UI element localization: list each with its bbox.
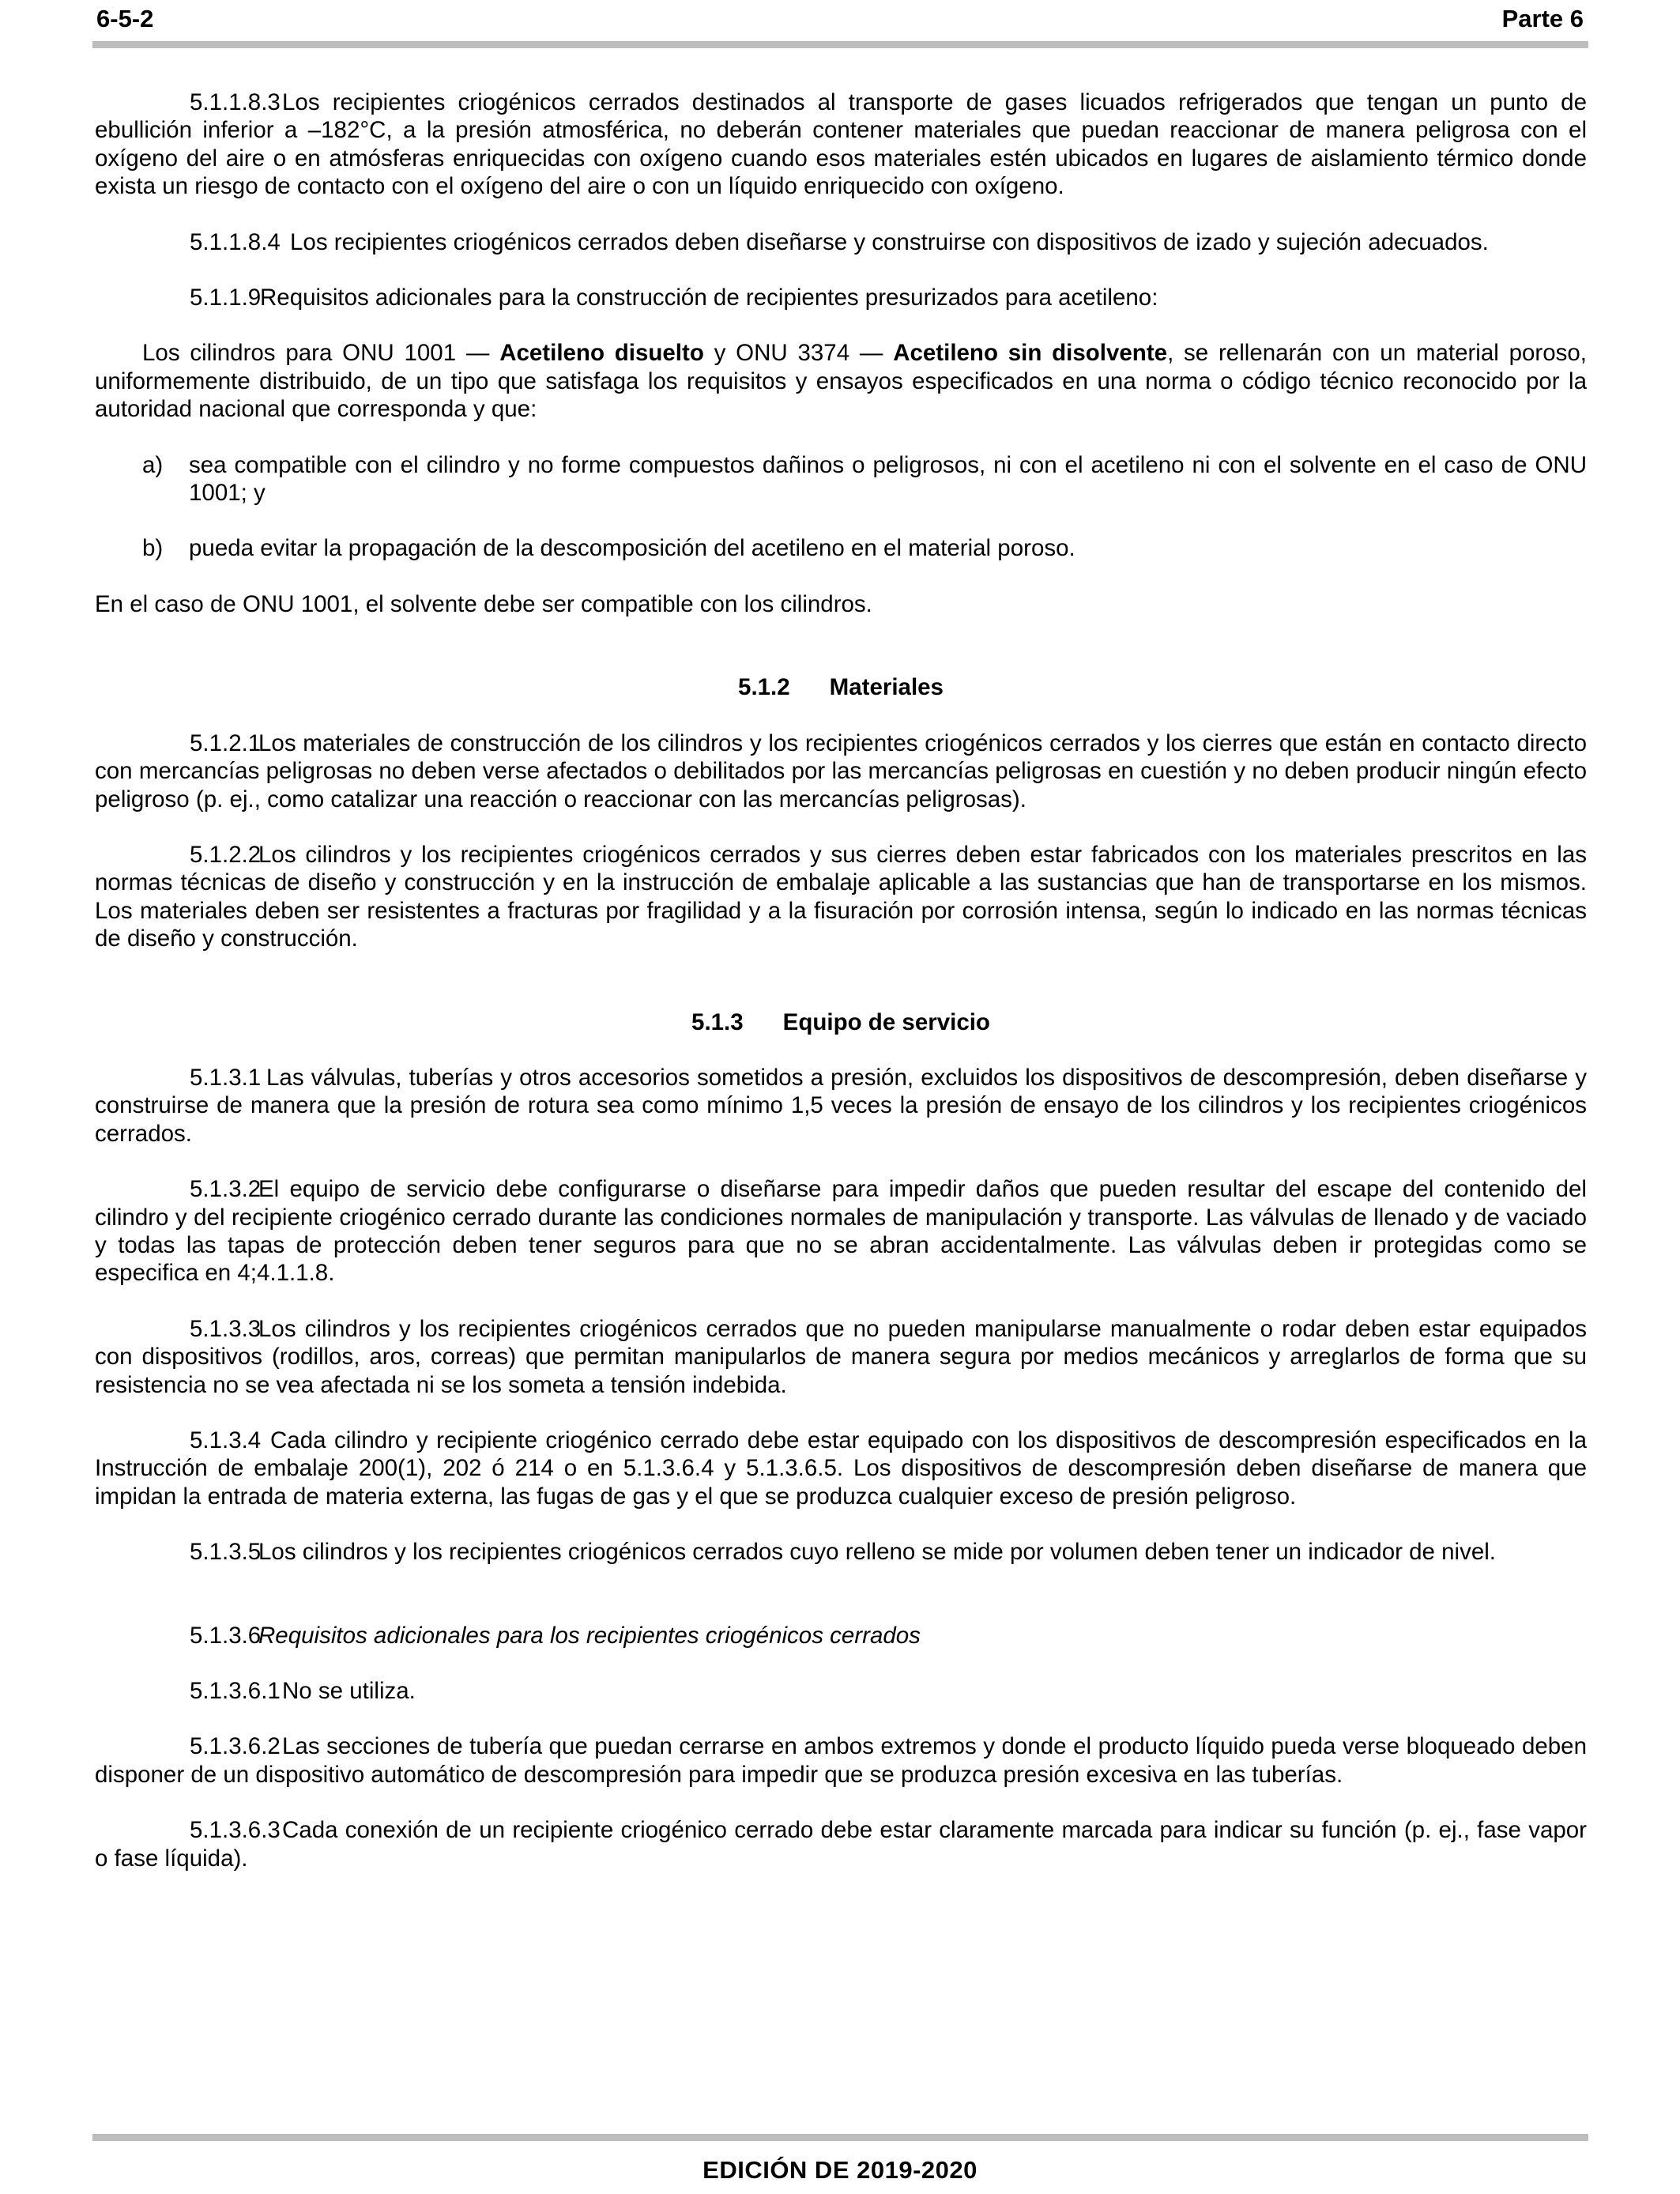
paragraph-5-1-3-4 (95, 1427, 1587, 1510)
heading-number: 5.1.3 (691, 1008, 744, 1035)
section-number: 5.1.3.6 (190, 1622, 262, 1649)
paragraph-text: Cada conexión de un recipiente criogénico cerrado debe estar claramente marcada para indicar su función (p. ej., fase vapor o fase líquida). (95, 1817, 1587, 1872)
section-number: 5.1.3.1 (190, 1064, 262, 1091)
paragraph-5-1-3-1 (95, 1064, 1587, 1148)
page-header (95, 0, 1587, 36)
paragraph-text: Requisitos adicionales para la construcción de recipientes presurizados para acetileno: (260, 285, 1158, 311)
list-label: a) (142, 451, 164, 478)
section-number: 5.1.3.6.2 (190, 1733, 281, 1760)
edition-footer: EDICIÓN DE 2019-2020 (703, 2156, 977, 2184)
paragraph-text: Los cilindros y los recipientes criogénicos cerrados que no pueden manipularse manualmente o rodar deben estar equipados con dispositivos (rodillos, aros, correas) que permitan manipularlos de manera segura por medios mecánicos y arreglarlos de forma que su resistencia no se vea afectada ni se los someta a tensión indebida. (95, 1315, 1587, 1398)
list-text: sea compatible con el cilindro y no forme compuestos dañinos o peligrosos, ni con el acetileno ni con el solvente en el caso de ONU 1001; y (189, 451, 1587, 507)
bold-text-acetileno-disuelto: Acetileno disuelto (499, 340, 704, 367)
text-run: Los cilindros para ONU 1001 — (142, 340, 500, 367)
paragraph-text: Los cilindros y los recipientes criogénicos cerrados y sus cierres deben estar fabricados con los materiales prescritos en las normas técnicas de diseño y construcción y en la instrucción de embalaje aplicable a las sustancias que han de transportarse en los mismos. Los materiales deben ser resistentes a fracturas por fragilidad y a la fisuración por corrosión intensa, según lo indicado en las normas técnicas de diseño y construcción. (95, 841, 1587, 952)
heading-number: 5.1.2 (738, 674, 790, 701)
paragraph-text: Los cilindros y los recipientes criogénicos cerrados cuyo relleno se mide por volumen deben tener un indicador de nivel. (258, 1539, 1496, 1566)
heading-title: Equipo de servicio (782, 1008, 990, 1035)
text-run: , se rellenarán con un material poroso, uniformemente distribuido, de un tipo que satisfaga los requisitos y ensayos especificados en una norma o código técnico reconocido por la autoridad nacional que corresponda y que: (95, 340, 1587, 423)
paragraph-5-1-3-5 (95, 1538, 1587, 1566)
section-number: 5.1.3.6.3 (190, 1817, 281, 1844)
text-run: y ONU 3374 — (703, 340, 894, 367)
section-number: 5.1.1.9 (190, 285, 262, 311)
heading-title: Materiales (829, 674, 944, 701)
paragraph-text: Las válvulas, tuberías y otros accesorios sometidos a presión, excluidos los dispositivos de descompresión, deben diseñarse y construirse de manera que la presión de rotura sea como mínimo 1,5 veces la presión de ensayo de los cilindros y los recipientes criogénicos cerrados. (95, 1064, 1587, 1147)
section-number: 5.1.2.2 (190, 841, 262, 868)
section-number: 5.1.3.4 (190, 1427, 262, 1453)
paragraph-5-1-3-6-3 (95, 1816, 1587, 1872)
paragraph-5-1-1-8-4 (95, 228, 1587, 256)
part-label: Parte 6 (1501, 5, 1584, 32)
paragraph-text: No se utiliza. (282, 1678, 416, 1705)
paragraph-5-1-2-2 (95, 841, 1587, 953)
header-rule (92, 41, 1588, 48)
document-body (95, 85, 1587, 1872)
paragraph-onu-1001-solvente: En el caso de ONU 1001, el solvente debe ser compatible con los cilindros. (95, 590, 872, 617)
paragraph-text: Las secciones de tubería que puedan cerrarse en ambos extremos y donde el producto líquido pueda verse bloqueado deben disponer de un dispositivo automático de descompresión para impedir que se produzca presión excesiva en las tuberías. (95, 1733, 1587, 1788)
paragraph-text: Los materiales de construcción de los cilindros y los recipientes criogénicos cerrados y los cierres que están en contacto directo con mercancías peligrosas no deben verse afectados o debilitados por las mercancías peligrosas en cuestión y no deben producir ningún efecto peligroso (p. ej., como catalizar una reacción o reaccionar con las mercancías peligrosas). (95, 729, 1587, 812)
section-number: 5.1.3.6.1 (190, 1678, 281, 1705)
section-heading-equipo-de-servicio (95, 1008, 1587, 1036)
paragraph-text: Cada cilindro y recipiente criogénico cerrado debe estar equipado con los dispositivos de descompresión especificados en la Instrucción de embalaje 200(1), 202 ó 214 o en 5.1.3.6.4 y 5.1.3.6.5. Los dispositivos de descompresión deben diseñarse de manera que impidan la entrada de materia externa, las fugas de gas y el que se produzca cualquier exceso de presión peligroso. (95, 1427, 1587, 1510)
paragraph-text: Los recipientes criogénicos cerrados destinados al transporte de gases licuados refrigerados que tengan un punto de ebullición inferior a –182°C, a la presión atmosférica, no deberán contener materiales que puedan reaccionar de manera peligrosa con el oxígeno del aire o en atmósferas enriquecidas con oxígeno cuando esos materiales estén ubicados en lugares de aislamiento térmico donde exista un riesgo de contacto con el oxígeno del aire o con un líquido enriquecido con oxígeno. (95, 89, 1587, 200)
section-number: 5.1.3.2 (190, 1176, 262, 1203)
paragraph-5-1-3-6-2 (95, 1732, 1587, 1789)
footer-rule (92, 2134, 1588, 2141)
list-text: pueda evitar la propagación de la descomposición del acetileno en el material poroso. (189, 535, 1075, 562)
paragraph-5-1-3-3 (95, 1315, 1587, 1399)
section-heading-materiales (95, 673, 1587, 701)
section-number: 5.1.3.3 (190, 1315, 262, 1342)
italic-subheading: Requisitos adicionales para los recipientes criogénicos cerrados (258, 1622, 921, 1649)
list-item-a (95, 451, 1587, 507)
section-number: 5.1.1.8.4 (190, 228, 281, 255)
paragraph-acetileno (95, 339, 1587, 423)
paragraph-5-1-2-1 (95, 729, 1587, 813)
paragraph-5-1-3-2 (95, 1175, 1587, 1287)
list-item-b (95, 534, 1587, 562)
paragraph-5-1-1-8-3 (95, 89, 1587, 201)
bold-text-acetileno-sin-disolvente: Acetileno sin disolvente (893, 340, 1168, 367)
section-number: 5.1.3.5 (190, 1539, 262, 1566)
page-number: 6-5-2 (96, 5, 154, 32)
paragraph-5-1-3-6-1 (95, 1677, 1587, 1705)
paragraph-text: Los recipientes criogénicos cerrados deben diseñarse y construirse con dispositivos de izado y sujeción adecuados. (290, 228, 1489, 255)
section-number: 5.1.2.1 (190, 729, 262, 756)
paragraph-text: El equipo de servicio debe configurarse o diseñarse para impedir daños que pueden resultar del escape del contenido del cilindro y del recipiente criogénico cerrado durante las condiciones normales de manipulación y transporte. Las válvulas de llenado y de vaciado y todas las tapas de protección deben tener seguros para que no se abran accidentalmente. Las válvulas deben ir protegidas como se especifica en 4;4.1.1.8. (95, 1176, 1587, 1287)
list-label: b) (142, 535, 164, 562)
paragraph-5-1-1-9 (95, 284, 1587, 311)
paragraph-5-1-3-6 (95, 1622, 1587, 1649)
section-number: 5.1.1.8.3 (190, 89, 281, 115)
